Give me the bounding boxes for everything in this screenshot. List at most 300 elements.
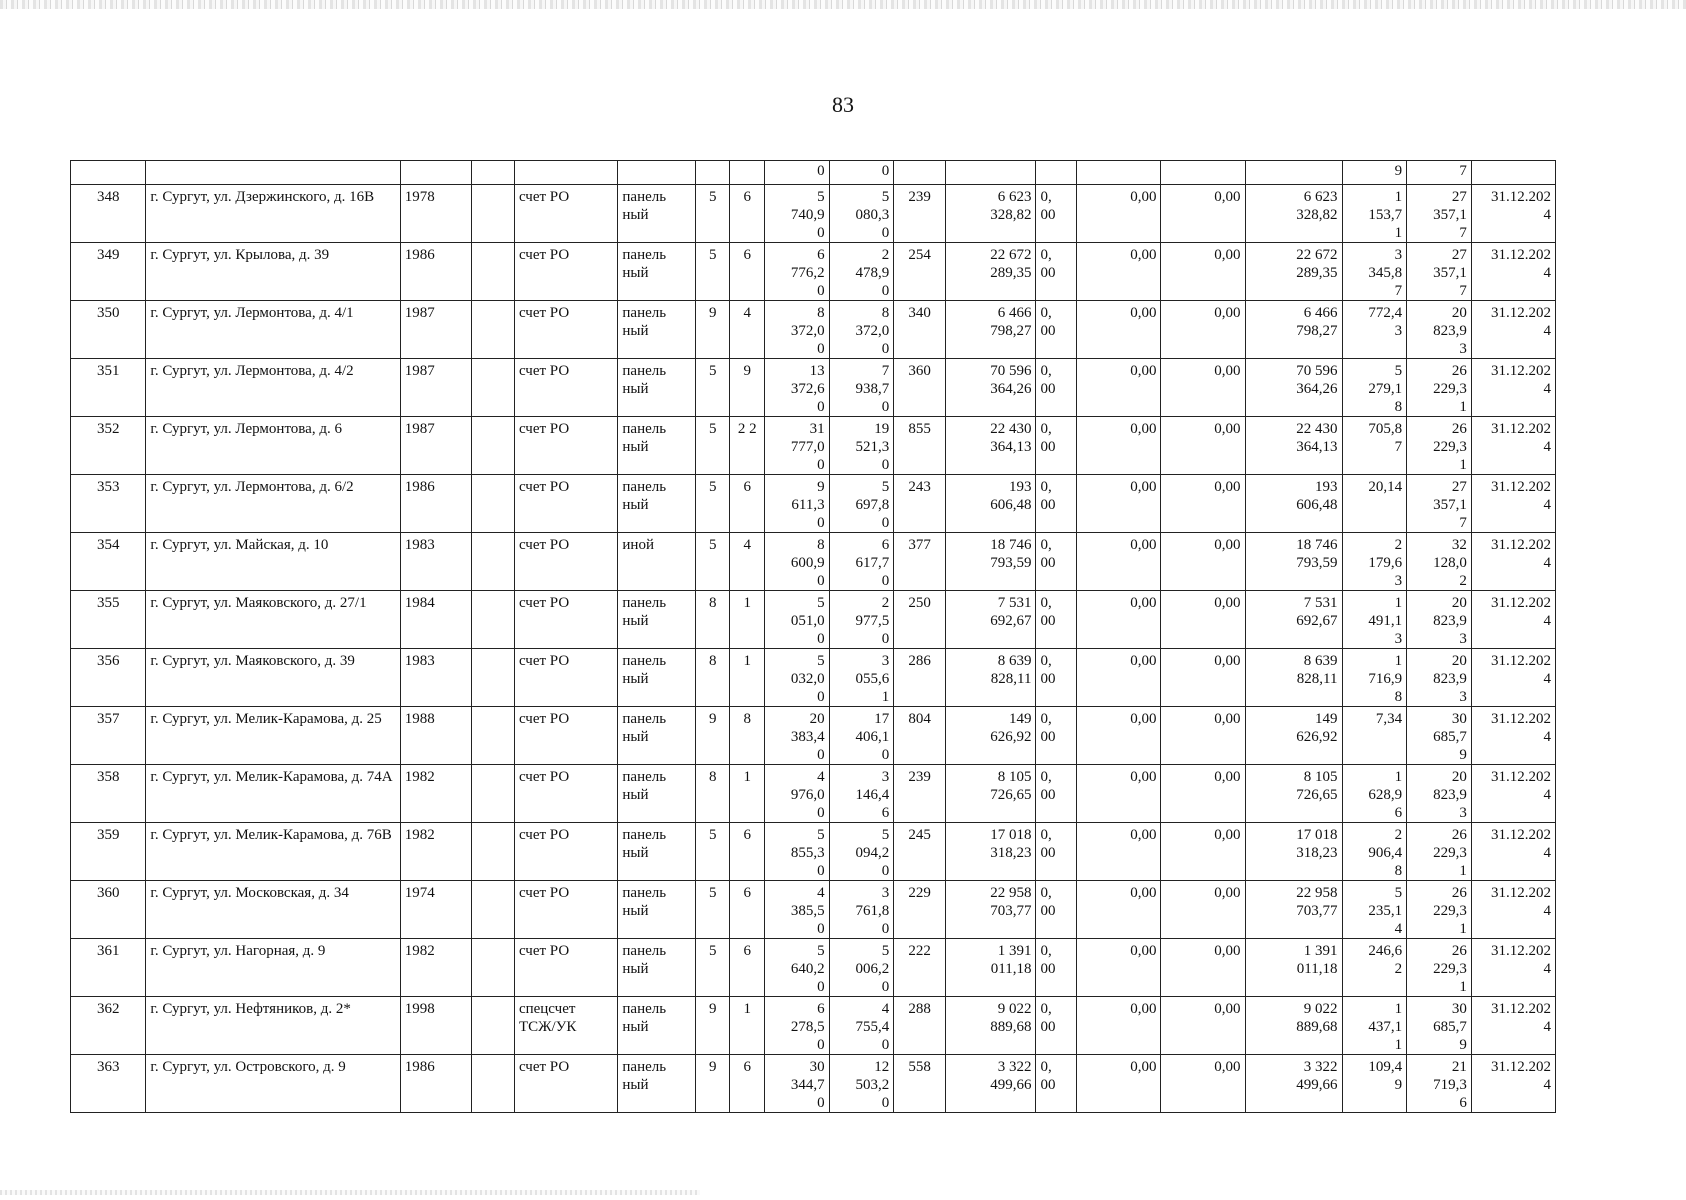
cell-cost: [945, 161, 1036, 185]
row-area-total-line: 278,5: [790, 1019, 825, 1035]
row-area-total-line: 776,2: [790, 265, 825, 281]
row-fund-line: 0,: [1040, 363, 1052, 379]
row-owner-funds-line: 364,13: [1296, 439, 1338, 455]
row-number-line: 357: [96, 711, 120, 727]
row-fund-line: 0,: [1040, 653, 1052, 669]
row-residents-line: 239: [908, 189, 931, 205]
row-area-total-line: 777,0: [790, 439, 825, 455]
table-row: [71, 301, 1556, 359]
row-cost: [945, 765, 1036, 823]
row-col15: [1161, 1055, 1245, 1113]
row-number: [71, 939, 146, 997]
row-area-living-line: 0: [881, 515, 890, 531]
row-account: [514, 1055, 617, 1113]
row-area-living: [829, 649, 894, 707]
row-floors-line: 5: [708, 943, 717, 959]
row-year-line: 1986: [404, 247, 435, 263]
row-unit-cost-line: 3: [1394, 323, 1403, 339]
row-area-living-line: 0: [881, 921, 890, 937]
row-col14-line: 0,00: [1130, 363, 1157, 379]
row-limit-cost-line: 20: [1451, 653, 1467, 669]
row-limit-cost-line: 26: [1451, 943, 1467, 959]
row-owner-funds: [1245, 475, 1342, 533]
row-area-total-line: 5: [817, 943, 825, 959]
row-address-line: г. Сургут, ул. Островского, д. 9: [150, 1059, 346, 1075]
row-year: [400, 301, 471, 359]
row-area-living-line: 406,1: [855, 729, 890, 745]
row-unit-cost-line: 1: [1394, 595, 1403, 611]
row-year-line: 1982: [404, 943, 435, 959]
row-cost: [945, 997, 1036, 1055]
row-number-line: 356: [96, 653, 120, 669]
row-wall-material-line: ный: [622, 903, 649, 919]
row-owner-funds: [1245, 359, 1342, 417]
row-account-line: счет РО: [518, 479, 570, 495]
row-wall-material-line: ный: [622, 845, 649, 861]
row-area-living-line: 5: [881, 943, 890, 959]
row-area-total: [764, 301, 829, 359]
row-owner-funds: [1245, 185, 1342, 243]
row-residents-line: 250: [908, 595, 931, 611]
row-deadline-line: 4: [1543, 555, 1551, 571]
row-area-total-line: 4: [817, 769, 825, 785]
row-cost-line: 18 746: [990, 537, 1032, 553]
row-col15-line: 0,00: [1214, 363, 1241, 379]
row-area-living: [829, 707, 894, 765]
row-entrances: [730, 939, 764, 997]
scan-edge-top: [0, 0, 1686, 9]
row-limit-cost-line: 27: [1451, 479, 1467, 495]
row-area-living-line: 0: [881, 341, 890, 357]
row-deadline-line: 4: [1543, 671, 1551, 687]
row-limit-cost-line: 357,1: [1433, 265, 1467, 281]
row-unit-cost: [1342, 765, 1407, 823]
row-owner-funds-line: 793,59: [1296, 555, 1338, 571]
row-unit-cost-line: 9: [1394, 1077, 1403, 1093]
row-number-line: 352: [96, 421, 120, 437]
row-col14: [1077, 301, 1161, 359]
row-limit-cost-line: 823,9: [1433, 613, 1467, 629]
row-limit-cost-line: 1: [1459, 399, 1467, 415]
row-area-living-line: 938,7: [855, 381, 890, 397]
row-cost-line: 6 623: [997, 189, 1032, 205]
row-year-line: 1986: [404, 479, 435, 495]
row-fund: [1036, 417, 1077, 475]
row-col14: [1077, 881, 1161, 939]
row-col14: [1077, 765, 1161, 823]
row-limit-cost: [1407, 823, 1472, 881]
row-area-living-line: 3: [881, 885, 890, 901]
row-account-line: счет РО: [518, 247, 570, 263]
row-area-living-line: 761,8: [855, 903, 890, 919]
row-area-living-line: 055,6: [855, 671, 890, 687]
row-col14: [1077, 475, 1161, 533]
row-limit-cost-line: 3: [1459, 341, 1467, 357]
row-address-line: г. Сургут, ул. Лермонтова, д. 6/2: [150, 479, 354, 495]
table-row: [71, 939, 1556, 997]
row-owner-funds: [1245, 881, 1342, 939]
row-unit-cost-line: 5: [1394, 885, 1403, 901]
row-blank: [471, 1055, 514, 1113]
row-col14-line: 0,00: [1130, 885, 1157, 901]
row-owner-funds-line: 889,68: [1296, 1019, 1338, 1035]
row-year: [400, 185, 471, 243]
row-area-living-line: 6: [881, 537, 890, 553]
row-area-living-line: 0: [881, 573, 890, 589]
row-col15-line: 0,00: [1214, 189, 1241, 205]
row-owner-funds-line: 70 596: [1296, 363, 1338, 379]
row-col15: [1161, 243, 1245, 301]
row-entrances: [730, 533, 764, 591]
row-account: [514, 417, 617, 475]
row-cost-line: 606,48: [990, 497, 1032, 513]
row-owner-funds-line: 692,67: [1296, 613, 1338, 629]
row-unit-cost-line: 8: [1394, 399, 1403, 415]
row-deadline: [1471, 475, 1555, 533]
row-limit-cost-line: 1: [1459, 863, 1467, 879]
row-area-total: [764, 823, 829, 881]
row-wall-material: [618, 707, 696, 765]
row-fund-line: 0,: [1040, 421, 1052, 437]
row-blank: [471, 475, 514, 533]
row-cost: [945, 359, 1036, 417]
row-area-total-line: 5: [817, 189, 825, 205]
row-unit-cost: [1342, 881, 1407, 939]
row-col14: [1077, 417, 1161, 475]
row-residents: [894, 301, 946, 359]
row-account: [514, 475, 617, 533]
cell-fund: [1036, 161, 1077, 185]
row-area-living-line: 0: [881, 1037, 890, 1053]
row-area-living-line: 6: [881, 805, 890, 821]
row-owner-funds: [1245, 765, 1342, 823]
row-deadline-line: 31.12.202: [1491, 421, 1551, 437]
row-residents-line: 239: [908, 769, 931, 785]
row-fund: [1036, 765, 1077, 823]
row-number: [71, 185, 146, 243]
row-area-total: [764, 359, 829, 417]
row-owner-funds-line: 1 391: [1303, 943, 1338, 959]
row-cost-line: 289,35: [990, 265, 1032, 281]
row-wall-material-line: ный: [622, 787, 649, 803]
row-fund: [1036, 997, 1077, 1055]
row-fund-line: 0,: [1040, 827, 1052, 843]
row-limit-cost-line: 229,3: [1433, 903, 1467, 919]
row-deadline: [1471, 649, 1555, 707]
row-unit-cost: [1342, 533, 1407, 591]
row-cost: [945, 1055, 1036, 1113]
row-area-living-line: 12: [874, 1059, 890, 1075]
row-area-total-line: 0: [817, 1037, 825, 1053]
row-wall-material-line: панель: [622, 827, 667, 843]
table-row: [71, 997, 1556, 1055]
row-residents: [894, 707, 946, 765]
row-col15-line: 0,00: [1214, 1001, 1241, 1017]
row-wall-material: [618, 1055, 696, 1113]
row-entrances-line: 2 2: [737, 421, 757, 437]
row-area-living-line: 146,4: [855, 787, 890, 803]
row-wall-material: [618, 243, 696, 301]
row-col15-line: 0,00: [1214, 653, 1241, 669]
row-cost-line: 828,11: [990, 671, 1032, 687]
row-number: [71, 707, 146, 765]
row-account: [514, 939, 617, 997]
row-col15-line: 0,00: [1214, 247, 1241, 263]
row-wall-material-line: ный: [622, 613, 649, 629]
row-entrances: [730, 1055, 764, 1113]
row-area-living-line: 5: [881, 189, 890, 205]
table-row: [71, 765, 1556, 823]
row-col14-line: 0,00: [1130, 247, 1157, 263]
row-owner-funds-line: 828,11: [1296, 671, 1338, 687]
row-unit-cost-line: 628,9: [1368, 787, 1403, 803]
row-year-line: 1986: [404, 1059, 435, 1075]
row-wall-material-line: панель: [622, 885, 667, 901]
cell-entrances: [730, 161, 764, 185]
row-address-line: г. Сургут, ул. Лермонтова, д. 4/1: [150, 305, 354, 321]
row-wall-material-line: ный: [622, 439, 649, 455]
row-floors: [695, 881, 729, 939]
row-year-line: 1987: [404, 363, 435, 379]
row-area-total: [764, 243, 829, 301]
row-deadline-line: 31.12.202: [1491, 827, 1551, 843]
row-unit-cost-line: 279,1: [1368, 381, 1403, 397]
row-entrances: [730, 881, 764, 939]
row-limit-cost-line: 229,3: [1433, 439, 1467, 455]
cell-area-total: 0: [764, 161, 829, 185]
row-blank: [471, 359, 514, 417]
row-limit-cost-line: 719,3: [1433, 1077, 1467, 1093]
table-row: [71, 243, 1556, 301]
row-year: [400, 881, 471, 939]
row-floors: [695, 707, 729, 765]
row-area-living-line: 2: [881, 595, 890, 611]
row-col15: [1161, 881, 1245, 939]
row-deadline-line: 31.12.202: [1491, 537, 1551, 553]
row-account-line: счет РО: [518, 537, 570, 553]
row-area-living-line: 4: [881, 1001, 890, 1017]
row-area-total-line: 600,9: [790, 555, 825, 571]
row-account-line: счет РО: [518, 189, 570, 205]
row-cost-line: 70 596: [990, 363, 1032, 379]
row-area-total-line: 0: [817, 805, 825, 821]
row-area-total-line: 0: [817, 631, 825, 647]
row-deadline-line: 31.12.202: [1491, 189, 1551, 205]
row-address: [146, 301, 400, 359]
row-blank: [471, 823, 514, 881]
row-account-line: счет РО: [518, 653, 570, 669]
row-number-line: 353: [96, 479, 120, 495]
row-area-total: [764, 881, 829, 939]
row-limit-cost: [1407, 649, 1472, 707]
row-unit-cost-line: 3: [1394, 631, 1403, 647]
row-cost-line: 499,66: [990, 1077, 1032, 1093]
row-area-living: [829, 243, 894, 301]
row-residents-line: 360: [908, 363, 931, 379]
row-limit-cost-line: 7: [1459, 225, 1467, 241]
row-limit-cost-line: 3: [1459, 689, 1467, 705]
row-owner-funds-line: 726,65: [1296, 787, 1338, 803]
row-fund-line: 00: [1040, 961, 1056, 977]
cell-blank: [471, 161, 514, 185]
row-area-living-line: 17: [874, 711, 890, 727]
table-row: [71, 823, 1556, 881]
row-col15: [1161, 185, 1245, 243]
row-owner-funds-line: 18 746: [1296, 537, 1338, 553]
row-fund-line: 00: [1040, 1019, 1056, 1035]
row-col15-line: 0,00: [1214, 305, 1241, 321]
row-col15: [1161, 707, 1245, 765]
row-cost-line: 364,26: [990, 381, 1032, 397]
row-col15: [1161, 823, 1245, 881]
row-limit-cost-line: 32: [1451, 537, 1467, 553]
row-col14: [1077, 243, 1161, 301]
row-unit-cost-line: 3: [1394, 573, 1403, 589]
row-entrances: [730, 765, 764, 823]
row-owner-funds-line: 22 430: [1296, 421, 1338, 437]
row-floors-line: 5: [708, 827, 717, 843]
row-number-line: 361: [96, 943, 120, 959]
row-unit-cost: [1342, 301, 1407, 359]
row-account-line: счет РО: [518, 827, 570, 843]
row-area-living-line: 977,5: [855, 613, 890, 629]
row-account: [514, 533, 617, 591]
row-col14: [1077, 649, 1161, 707]
row-floors: [695, 1055, 729, 1113]
row-residents: [894, 475, 946, 533]
row-entrances-line: 1: [743, 595, 751, 611]
row-entrances-line: 4: [743, 305, 751, 321]
row-wall-material-line: ный: [622, 961, 649, 977]
row-floors-line: 9: [708, 711, 717, 727]
row-col15-line: 0,00: [1214, 1059, 1241, 1075]
row-floors: [695, 243, 729, 301]
row-area-total-line: 051,0: [790, 613, 825, 629]
row-residents-line: 229: [908, 885, 931, 901]
row-area-living-line: 0: [881, 225, 890, 241]
cell-unit: 9: [1342, 161, 1407, 185]
row-unit-cost-line: 7: [1394, 439, 1403, 455]
row-area-total-line: 0: [817, 1095, 825, 1111]
row-cost-line: 9 022: [997, 1001, 1032, 1017]
row-entrances: [730, 475, 764, 533]
row-unit-cost-line: 246,6: [1368, 943, 1403, 959]
row-unit-cost-line: 1: [1394, 1001, 1403, 1017]
row-fund: [1036, 591, 1077, 649]
row-deadline-line: 4: [1543, 439, 1551, 455]
row-wall-material: [618, 533, 696, 591]
row-number: [71, 417, 146, 475]
row-area-living: [829, 359, 894, 417]
row-deadline: [1471, 1055, 1555, 1113]
row-account-line: счет РО: [518, 769, 570, 785]
row-blank: [471, 185, 514, 243]
row-owner-funds-line: 499,66: [1296, 1077, 1338, 1093]
row-unit-cost-line: 6: [1394, 805, 1403, 821]
row-unit-cost-line: 4: [1394, 921, 1403, 937]
row-fund: [1036, 533, 1077, 591]
row-fund: [1036, 823, 1077, 881]
row-deadline-line: 4: [1543, 207, 1551, 223]
row-unit-cost: [1342, 417, 1407, 475]
row-area-living-line: 521,3: [855, 439, 890, 455]
row-owner-funds-line: 798,27: [1296, 323, 1338, 339]
row-floors-line: 9: [708, 305, 717, 321]
table-row: [71, 649, 1556, 707]
row-number: [71, 765, 146, 823]
row-limit-cost-line: 1: [1459, 979, 1467, 995]
row-account: [514, 707, 617, 765]
row-fund: [1036, 359, 1077, 417]
row-area-total-line: 13: [809, 363, 825, 379]
row-number-line: 360: [96, 885, 120, 901]
row-address: [146, 1055, 400, 1113]
row-area-total-line: 372,6: [790, 381, 825, 397]
row-unit-cost-line: 179,6: [1368, 555, 1403, 571]
row-owner-funds-line: 22 672: [1296, 247, 1338, 263]
row-residents-line: 222: [908, 943, 931, 959]
row-col14: [1077, 185, 1161, 243]
row-year: [400, 533, 471, 591]
row-unit-cost-line: 2: [1394, 537, 1403, 553]
row-cost-line: 22 672: [990, 247, 1032, 263]
row-account: [514, 185, 617, 243]
row-area-total: [764, 649, 829, 707]
row-deadline: [1471, 939, 1555, 997]
row-area-living: [829, 997, 894, 1055]
row-limit-cost-line: 26: [1451, 421, 1467, 437]
row-fund-line: 00: [1040, 671, 1056, 687]
row-address: [146, 649, 400, 707]
cell-floors: [695, 161, 729, 185]
row-entrances-line: 6: [743, 189, 751, 205]
row-limit-cost: [1407, 591, 1472, 649]
row-fund-line: 0,: [1040, 479, 1052, 495]
row-fund-line: 00: [1040, 903, 1056, 919]
row-limit-cost-line: 1: [1459, 457, 1467, 473]
row-year: [400, 707, 471, 765]
row-fund-line: 00: [1040, 787, 1056, 803]
row-unit-cost-line: 2: [1394, 827, 1403, 843]
row-address-line: г. Сургут, ул. Московская, д. 34: [150, 885, 349, 901]
row-year: [400, 823, 471, 881]
row-limit-cost-line: 27: [1451, 189, 1467, 205]
row-fund: [1036, 939, 1077, 997]
row-unit-cost: [1342, 185, 1407, 243]
row-number-line: 350: [96, 305, 120, 321]
row-owner-funds: [1245, 591, 1342, 649]
row-col14: [1077, 359, 1161, 417]
row-col14: [1077, 1055, 1161, 1113]
row-wall-material-line: панель: [622, 479, 667, 495]
row-cost-line: 798,27: [990, 323, 1032, 339]
table-row: [71, 707, 1556, 765]
row-cost: [945, 881, 1036, 939]
row-limit-cost-line: 685,7: [1433, 1019, 1467, 1035]
row-unit-cost-line: 437,1: [1368, 1019, 1403, 1035]
row-limit-cost-line: 823,9: [1433, 323, 1467, 339]
row-unit-cost: [1342, 359, 1407, 417]
row-unit-cost-line: 7,34: [1375, 711, 1403, 727]
row-address: [146, 997, 400, 1055]
row-floors: [695, 533, 729, 591]
row-col14: [1077, 939, 1161, 997]
row-col14: [1077, 591, 1161, 649]
row-limit-cost: [1407, 881, 1472, 939]
row-deadline: [1471, 417, 1555, 475]
row-address-line: г. Сургут, ул. Нефтяников, д. 2*: [150, 1001, 351, 1017]
row-area-total-line: 740,9: [790, 207, 825, 223]
